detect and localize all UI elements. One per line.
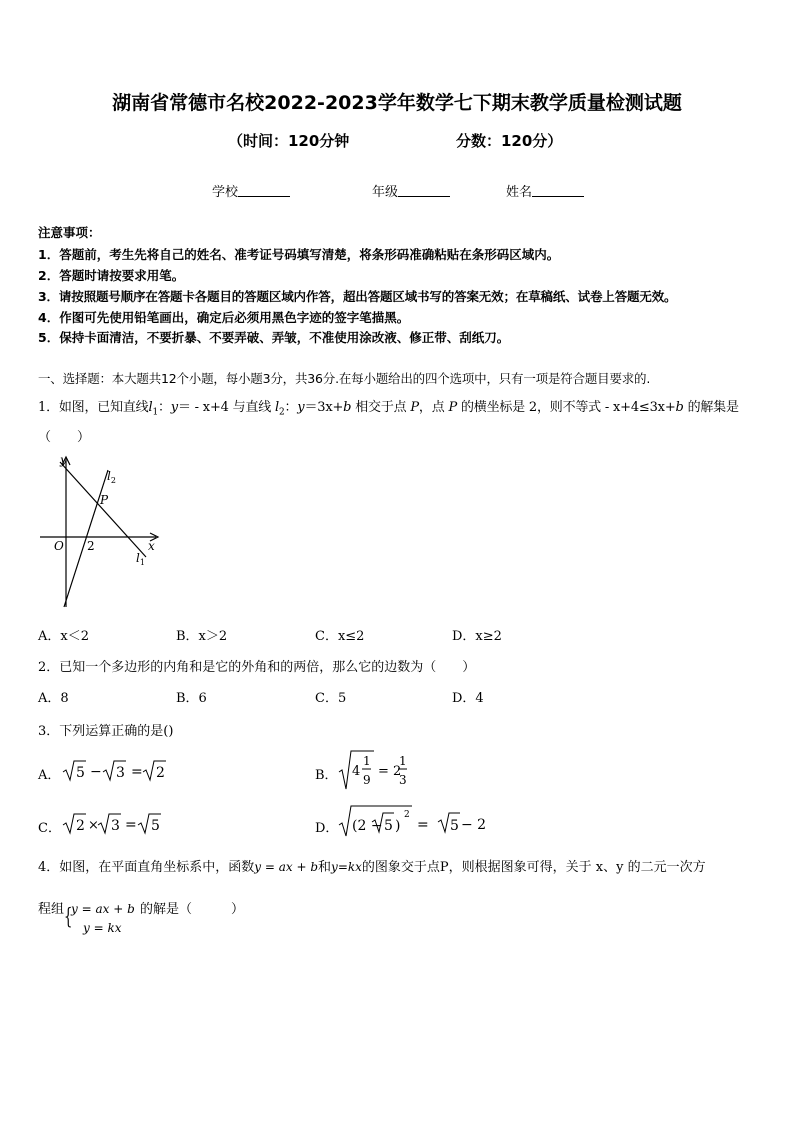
grade-label: 年级 [372,185,399,200]
question-2-stem: 2．已知一个多边形的内角和是它的外角和的两倍，那么它的边数为（ ） [38,660,476,675]
svg-text:4: 4 [352,764,361,779]
system-equation-2: y = kx [83,921,122,935]
svg-text:=: = [417,817,429,833]
system-equation-1: y = ax + b [71,902,135,916]
notice-item: 2．答题时请按要求用笔。 [38,268,185,283]
origin-label: O [54,539,64,553]
exam-score: 分数：120分） [456,132,563,150]
svg-text:2: 2 [76,818,85,834]
svg-text:9: 9 [363,773,371,787]
svg-text:1: 1 [399,754,407,768]
svg-text:5: 5 [151,818,160,834]
section-heading: 一、选择题：本大题共12个小题，每小题3分，共36分.在每小题给出的四个选项中，只有一项是符合题目要求的. [38,371,651,386]
school-label: 学校 [212,185,239,200]
svg-text:3: 3 [111,818,120,834]
svg-text:(2 −: (2 − [352,818,383,834]
q3-option-d-label: D． [315,821,339,836]
school-field [212,181,290,200]
q3-option-c-formula [62,810,162,838]
q1-option-d: D．x≥2 [452,629,502,644]
q1-option-b: B．x＞2 [176,629,228,644]
school-blank [238,184,290,197]
q3-option-d-formula [338,803,487,839]
name-blank [532,184,584,197]
q2-option-a: A．8 [38,691,69,706]
svg-text:1: 1 [363,754,371,768]
q3-option-a-formula [62,757,172,785]
name-field [506,181,584,200]
question-4-bracket: 的解是（ ） [140,902,245,917]
svg-text:3: 3 [116,765,125,781]
svg-text:2: 2 [404,810,410,820]
point-p-label: P [100,493,109,507]
svg-text:=: = [125,817,137,833]
question-1-figure [38,452,168,612]
notice-heading: 注意事项： [38,225,101,240]
svg-text:− 2: − 2 [461,817,487,833]
tick-2-label: 2 [87,539,95,553]
x-label: x [148,539,155,553]
svg-text:3: 3 [399,773,407,787]
svg-text:×: × [88,818,99,833]
svg-text:−: − [90,764,102,780]
l1-label: $l_1$ [136,551,145,567]
question-4-line2: 程组 [38,902,65,917]
notice-item: 4．作图可先使用铅笔画出，确定后必须用黑色字迹的签字笔描黑。 [38,310,410,325]
svg-text:): ) [395,818,401,834]
svg-text:5: 5 [76,765,85,781]
svg-text:=: = [131,764,143,780]
grade-blank [398,184,450,197]
notice-item: 3．请按照题号顺序在答题卡各题目的答题区域内作答，超出答题区域书写的答案无效；在草稿纸、试卷上答题无效。 [38,289,677,304]
question-1-bracket: （ ） [38,430,91,445]
y-label: y [60,453,67,467]
svg-text:5: 5 [450,818,459,834]
q3-option-b-formula [338,748,418,792]
q1-option-a: A．x＜2 [38,629,89,644]
notice-item: 1．答题前，考生先将自己的姓名、准考证号码填写清楚，将条形码准确粘贴在条形码区域内。 [38,247,560,262]
question-1-stem: 1．如图，已知直线$l_1$：y＝ - x+4 与直线 $l_2$：y＝3x+b 相交于点 P，点 P 的横坐标是 2，则不等式 - x+4≤3x+b 的解集是 [38,400,739,418]
svg-text:= 2: = 2 [378,764,402,779]
q2-option-d: D．4 [452,691,484,706]
name-label: 姓名 [506,185,533,200]
question-3-stem: 3．下列运算正确的是() [38,724,174,739]
q3-option-a-label: A． [38,768,61,783]
svg-text:5: 5 [384,818,393,834]
grade-field [372,181,450,200]
svg-text:2: 2 [156,765,165,781]
system-brace: { [64,905,73,930]
exam-time: （时间：120分钟 [228,132,350,150]
question-4-stem: 4．如图，在平面直角坐标系中，函数y = ax + b和y=kx的图象交于点P，则根据图象可得，关于 x、y 的二元一次方 [38,860,706,875]
q2-option-c: C．5 [315,691,347,706]
l2-label: $l_2$ [107,469,116,485]
q3-option-c-label: C． [38,821,61,836]
q2-option-b: B．6 [176,691,207,706]
page-title: 湖南省常德市名校2022-2023学年数学七下期末教学质量检测试题 [112,92,682,114]
notice-item: 5．保持卡面清洁，不要折暴、不要弄破、弄皱，不准使用涂改液、修正带、刮纸刀。 [38,330,510,345]
line-l1 [60,462,146,557]
q3-option-b-label: B． [315,768,338,783]
q1-option-c: C．x≤2 [315,629,365,644]
